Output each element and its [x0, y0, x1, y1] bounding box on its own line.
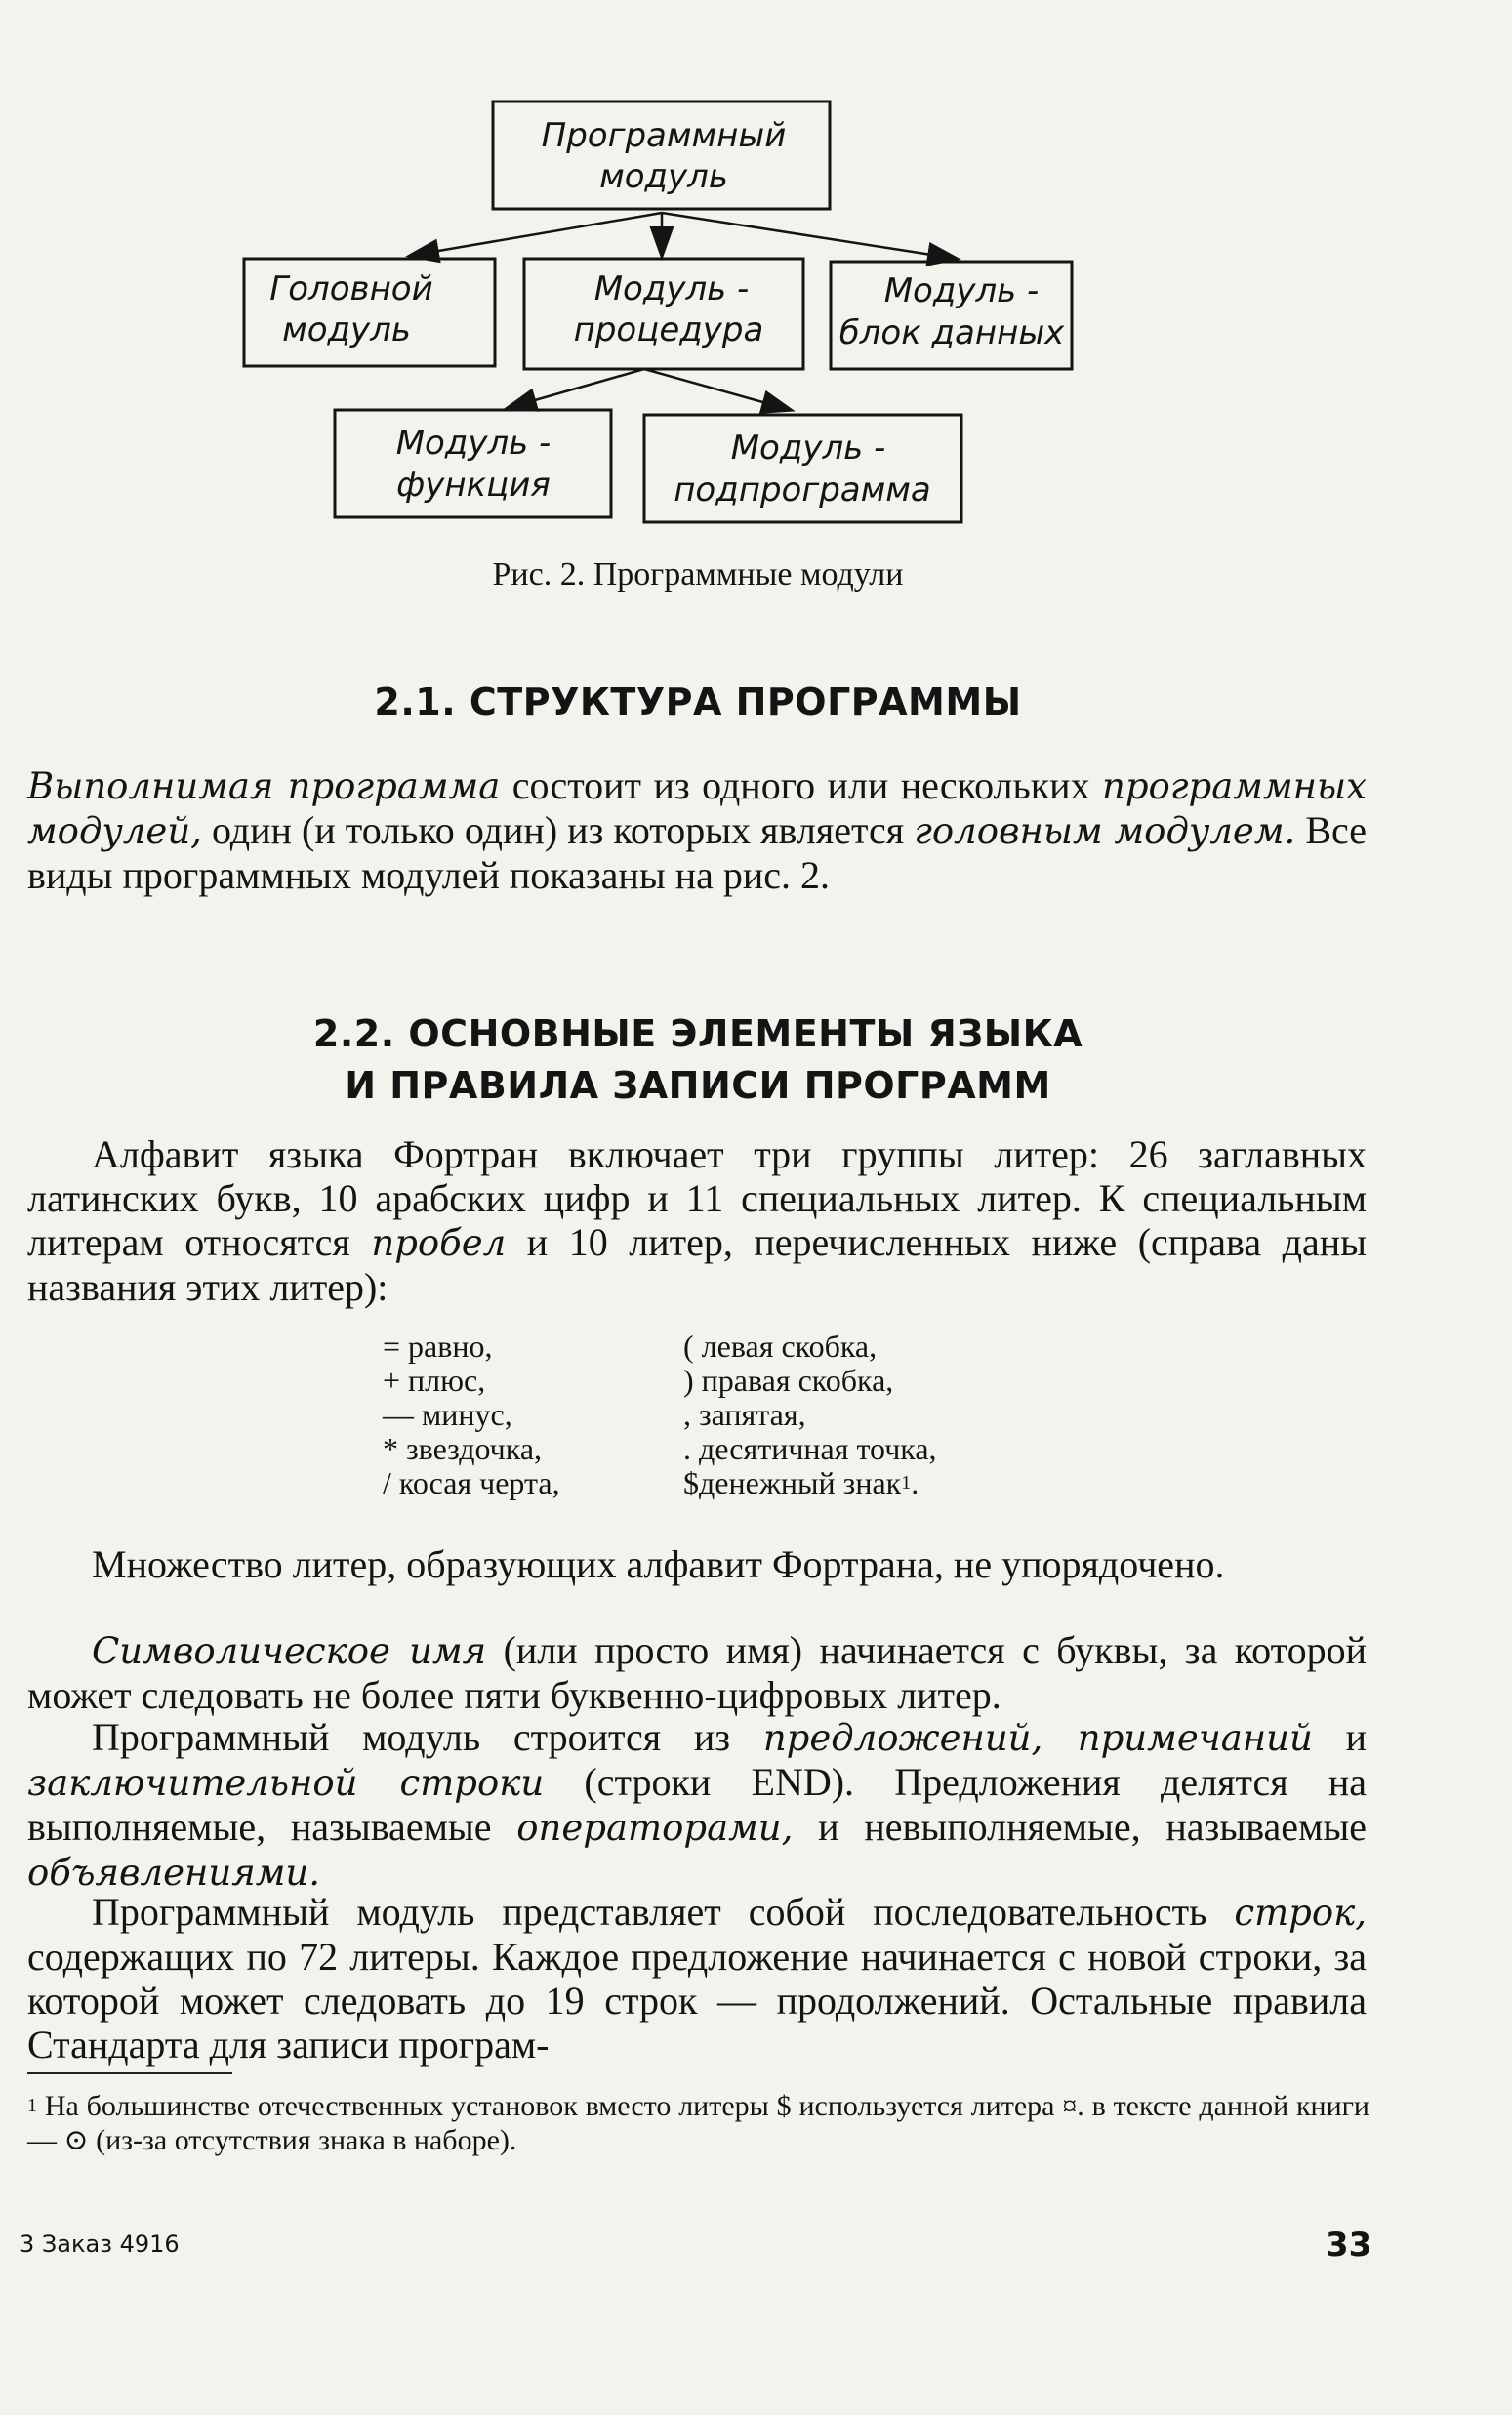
paragraph-lines	[27, 1890, 1367, 2067]
term-space: пробел	[371, 1222, 507, 1264]
term-lines: строк,	[1234, 1892, 1367, 1934]
footnote-mark: 1	[27, 2095, 37, 2116]
symbol-item: — минус,	[383, 1397, 512, 1432]
text-run: (или просто имя) начинается с буквы, за которой может следовать не более пяти буквенно-цифровых литер.	[27, 1628, 1368, 1717]
text-run: и невыполняемые, называемые	[793, 1805, 1368, 1849]
main-label-1: Головной	[269, 269, 433, 308]
symbol-item: * звездочка,	[383, 1431, 543, 1466]
symbol-item: ( левая скобка,	[683, 1329, 878, 1364]
footnote-text: На большинстве отечественных установок вместо литеры $ используется литера ¤. в тексте данной книги — ⊙ (из-за отсутствия знака в наборе).	[27, 2090, 1369, 2156]
term-symbolic-name: Символическое имя	[92, 1630, 487, 1672]
paragraph-program-module	[27, 1715, 1367, 1895]
print-order-label: 3 Заказ 4916	[20, 2231, 180, 2258]
section-heading-2-2-line1: 2.2. ОСНОВНЫЕ ЭЛЕМЕНТЫ ЯЗЫКА	[312, 1012, 1083, 1055]
term-program-modules: программных модулей,	[27, 765, 1367, 852]
symbol-item-text: $денежный знак	[683, 1465, 902, 1500]
root-label-1: Программный	[541, 116, 787, 155]
special-symbols-right	[683, 1330, 937, 1500]
paragraph-unordered-alphabet: Множество литер, образующих алфавит Фортрана, не упорядочено.	[92, 1542, 1225, 1586]
symbol-item: ) правая скобка,	[683, 1363, 894, 1398]
symbol-item	[683, 1466, 937, 1500]
subroutine-label-1: Модуль -	[730, 429, 886, 468]
function-label-2: функция	[396, 466, 551, 505]
text-run: состоит из одного или нескольких	[500, 763, 1103, 807]
text-run: Программный модуль строится из	[92, 1715, 763, 1759]
symbol-item: / косая черта,	[383, 1465, 560, 1500]
special-symbols-left	[383, 1330, 560, 1500]
text-run: Алфавит языка Фортран включает три группы литер: 26 заглавных латинских букв, 10 арабских цифр и 11 специальных литер. К специальным литерам относятся	[27, 1132, 1367, 1264]
block-data-label-1: Модуль -	[883, 271, 1040, 310]
main-label-2: модуль	[282, 310, 411, 349]
footnote-ref: 1	[901, 1472, 912, 1494]
text-run: один (и только один) из которых является	[201, 808, 915, 852]
section-heading-2-2-line2: И ПРАВИЛА ЗАПИСИ ПРОГРАММ	[345, 1064, 1051, 1107]
text-run: Программный модуль представляет собой последовательность	[92, 1890, 1235, 1934]
block-data-label-2: блок данных	[838, 313, 1065, 352]
symbol-item: + плюс,	[383, 1363, 486, 1398]
term-end-line: заключительной строки	[27, 1762, 545, 1804]
figure-caption: Рис. 2. Программные модули	[492, 556, 904, 593]
term-executable-program: Выполнимая программа	[27, 765, 501, 807]
term-statements-comments: предложений, примечаний	[762, 1717, 1313, 1759]
procedure-label-1: Модуль -	[593, 269, 750, 308]
footnote	[27, 2089, 1369, 2157]
paragraph-symbolic-name	[27, 1628, 1367, 1717]
program-modules-diagram	[0, 0, 1512, 547]
paragraph-alphabet	[27, 1132, 1367, 1309]
subroutine-label-2: подпрограмма	[674, 471, 931, 510]
text-run: и 10 литер, перечисленных ниже (справа даны названия этих литер):	[27, 1220, 1368, 1309]
term-main-module: головным модулем.	[914, 810, 1296, 852]
text-run: (строки END). Предложения делятся на выполняемые, называемые	[27, 1760, 1367, 1849]
procedure-label-2: процедура	[573, 310, 764, 349]
term-declarations: объявлениями.	[27, 1852, 320, 1894]
symbol-item: . десятичная точка,	[683, 1431, 937, 1466]
symbol-item-end: .	[911, 1465, 919, 1500]
symbol-item: , запятая,	[683, 1397, 806, 1432]
paragraph-program-structure	[27, 763, 1367, 897]
function-label-1: Модуль -	[395, 424, 552, 463]
section-heading-2-1: 2.1. СТРУКТУРА ПРОГРАММЫ	[374, 680, 1022, 723]
root-label-2: модуль	[599, 157, 728, 196]
page-number: 33	[1326, 2226, 1372, 2265]
text-run: Все виды программных модулей показаны на рис. 2.	[27, 808, 1367, 897]
text-run: содержащих по 72 литеры. Каждое предложение начинается с новой строки, за которой может следовать до 19 строк — продолжений. Остальные правила Стандарта для записи програм-	[27, 1935, 1367, 2067]
text-run: и	[1312, 1715, 1367, 1759]
symbol-item: = равно,	[383, 1329, 493, 1364]
footnote-divider	[27, 2072, 232, 2074]
term-operators: операторами,	[516, 1807, 794, 1849]
